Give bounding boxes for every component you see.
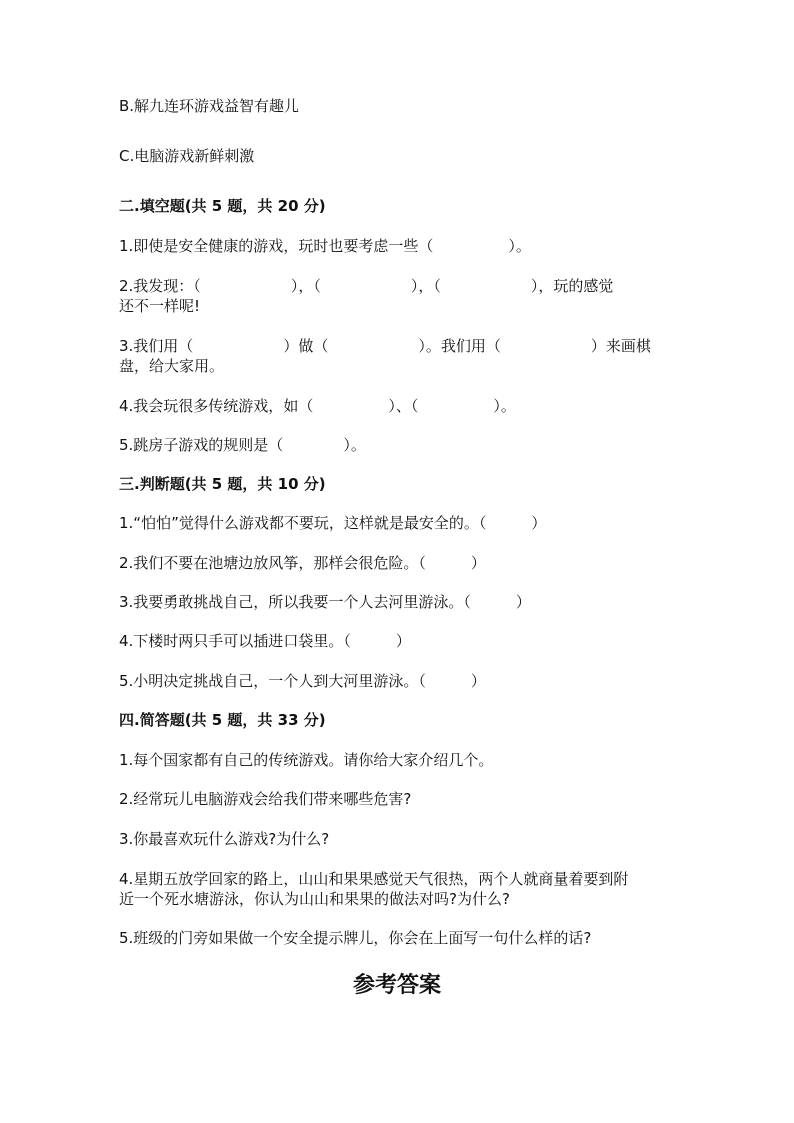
choice-option-b: B.解九连环游戏益智有趣儿	[119, 97, 300, 115]
fill-question-1: 1.即使是安全健康的游戏，玩时也要考虑一些（ ）。	[119, 237, 531, 255]
fill-question-3-line1: 3.我们用（ ）做（ ）。我们用（ ）来画棋	[119, 337, 651, 355]
section2-heading: 二.填空题(共 5 题，共 20 分)	[119, 197, 326, 215]
short-question-1: 1.每个国家都有自己的传统游戏。请你给大家介绍几个。	[119, 751, 494, 769]
judge-question-5: 5.小明决定挑战自己，一个人到大河里游泳。（ ）	[119, 672, 486, 690]
fill-question-5: 5.跳房子游戏的规则是（ ）。	[119, 436, 366, 454]
fill-question-3-line2: 盘，给大家用。	[119, 357, 225, 375]
choice-option-c: C.电脑游戏新鲜刺激	[119, 147, 255, 165]
section3-heading: 三.判断题(共 5 题，共 10 分)	[119, 475, 326, 493]
fill-question-4: 4.我会玩很多传统游戏，如（ ）、（ ）。	[119, 397, 516, 415]
short-question-4-line1: 4.星期五放学回家的路上，山山和果果感觉天气很热，两个人就商量着要到附	[119, 870, 629, 888]
fill-question-2-line1: 2.我发现：（ ），（ ），（ ），玩的感觉	[119, 277, 614, 295]
fill-question-2-line2: 还不一样呢!	[119, 297, 201, 315]
section4-heading: 四.简答题(共 5 题，共 33 分)	[119, 711, 326, 729]
judge-question-3: 3.我要勇敢挑战自己，所以我要一个人去河里游泳。（ ）	[119, 593, 531, 611]
judge-question-4: 4.下楼时两只手可以插进口袋里。（ ）	[119, 632, 411, 650]
answer-title: 参考答案	[352, 972, 441, 998]
judge-question-2: 2.我们不要在池塘边放风筝，那样会很危险。（ ）	[119, 554, 486, 572]
short-question-3: 3.你最喜欢玩什么游戏?为什么?	[119, 830, 330, 848]
short-question-4-line2: 近一个死水塘游泳，你认为山山和果果的做法对吗?为什么?	[119, 890, 510, 908]
short-question-2: 2.经常玩儿电脑游戏会给我们带来哪些危害?	[119, 790, 412, 808]
judge-question-1: 1.“怕怕”觉得什么游戏都不要玩，这样就是最安全的。（ ）	[119, 514, 547, 532]
short-question-5: 5.班级的门旁如果做一个安全提示牌儿，你会在上面写一句什么样的话?	[119, 929, 592, 947]
